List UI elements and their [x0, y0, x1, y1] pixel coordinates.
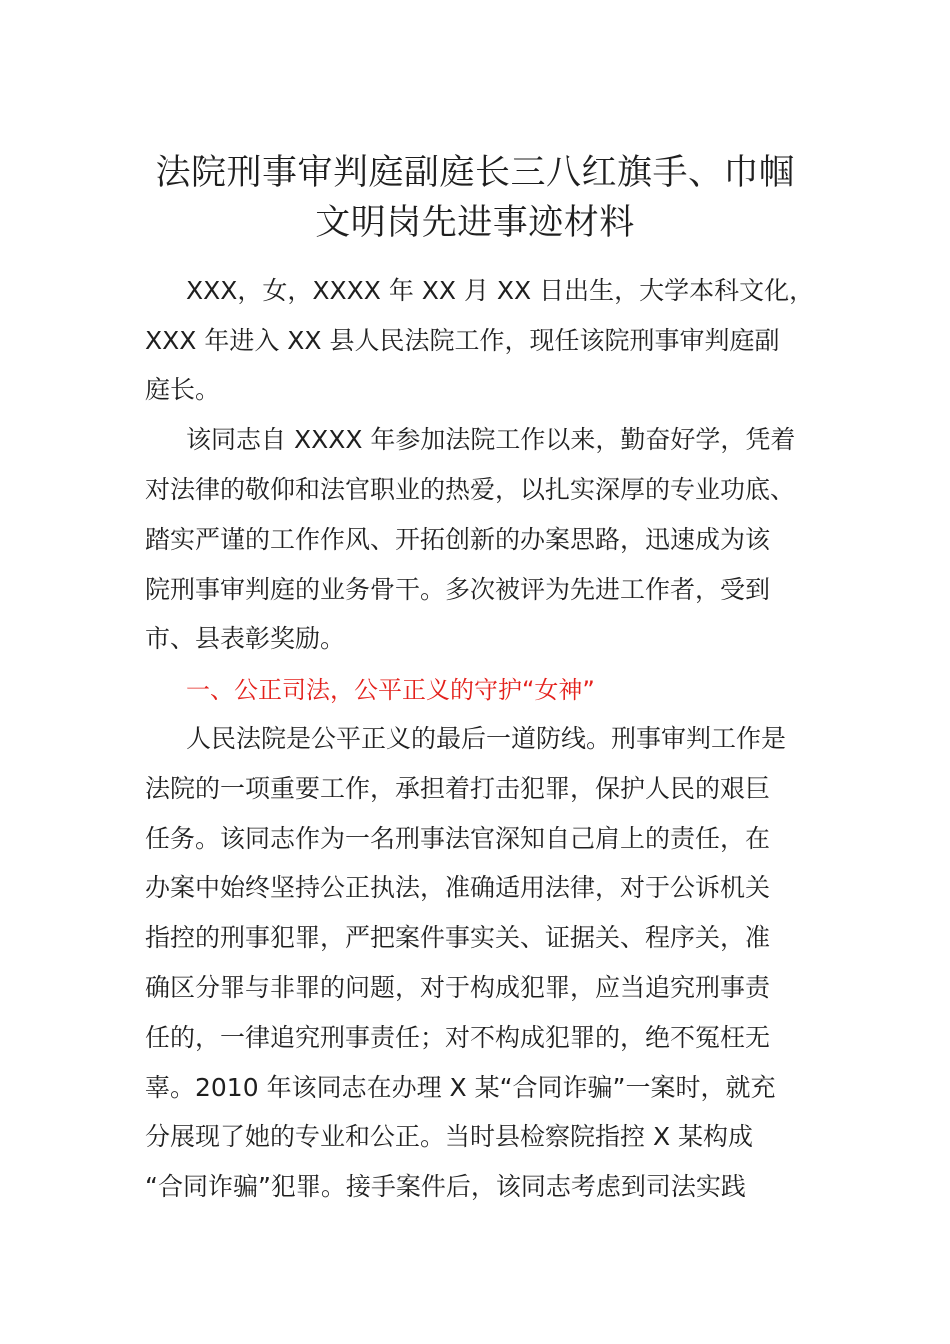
paragraph-3-line-7: 任的，一律追究刑事责任；对不构成犯罪的，绝不冤枉无 [145, 1023, 771, 1052]
paragraph-2-line-5: 市、县表彰奖励。 [145, 624, 346, 653]
paragraph-3-line-10: “合同诈骗”犯罪。接手案件后，该同志考虑到司法实践 [145, 1172, 746, 1201]
paragraph-3-line-2: 法院的一项重要工作，承担着打击犯罪，保护人民的艰巨 [145, 774, 771, 803]
paragraph-2-line-3: 踏实严谨的工作作风、开拓创新的办案思路，迅速成为该 [145, 525, 771, 554]
paragraph-3-line-5: 指控的刑事犯罪，严把案件事实关、证据关、程序关，准 [145, 923, 771, 952]
paragraph-3-line-6: 确区分罪与非罪的问题，对于构成犯罪，应当追究刑事责 [145, 973, 771, 1002]
paragraph-1-line-3: 庭长。 [145, 375, 221, 404]
paragraph-1-line-1: XXX，女，XXXX 年 XX 月 XX 日出生，大学本科文化， [186, 276, 815, 305]
paragraph-3-line-4: 办案中始终坚持公正执法，准确适用法律，对于公诉机关 [145, 873, 771, 902]
paragraph-3-line-3: 任务。该同志作为一名刑事法官深知自己肩上的责任，在 [145, 824, 771, 853]
paragraph-1-line-2: XXX 年进入 XX 县人民法院工作，现任该院刑事审判庭副 [145, 326, 780, 355]
section-1-heading: 一、公正司法，公平正义的守护“女神” [186, 676, 595, 704]
paragraph-2-line-4: 院刑事审判庭的业务骨干。多次被评为先进工作者，受到 [145, 575, 771, 604]
paragraph-3-line-9: 分展现了她的专业和公正。当时县检察院指控 X 某构成 [145, 1122, 754, 1151]
document-title-line-1: 法院刑事审判庭副庭长三八红旗手、巾帼 [155, 153, 795, 193]
paragraph-2-line-2: 对法律的敬仰和法官职业的热爱，以扎实深厚的专业功底、 [145, 475, 796, 504]
paragraph-3-line-8: 辜。2010 年该同志在办理 X 某“合同诈骗”一案时，就充 [145, 1073, 776, 1102]
document-title-line-2: 文明岗先进事迹材料 [315, 203, 635, 243]
paragraph-2-line-1: 该同志自 XXXX 年参加法院工作以来，勤奋好学，凭着 [186, 425, 796, 454]
paragraph-3-line-1: 人民法院是公平正义的最后一道防线。刑事审判工作是 [186, 724, 787, 753]
